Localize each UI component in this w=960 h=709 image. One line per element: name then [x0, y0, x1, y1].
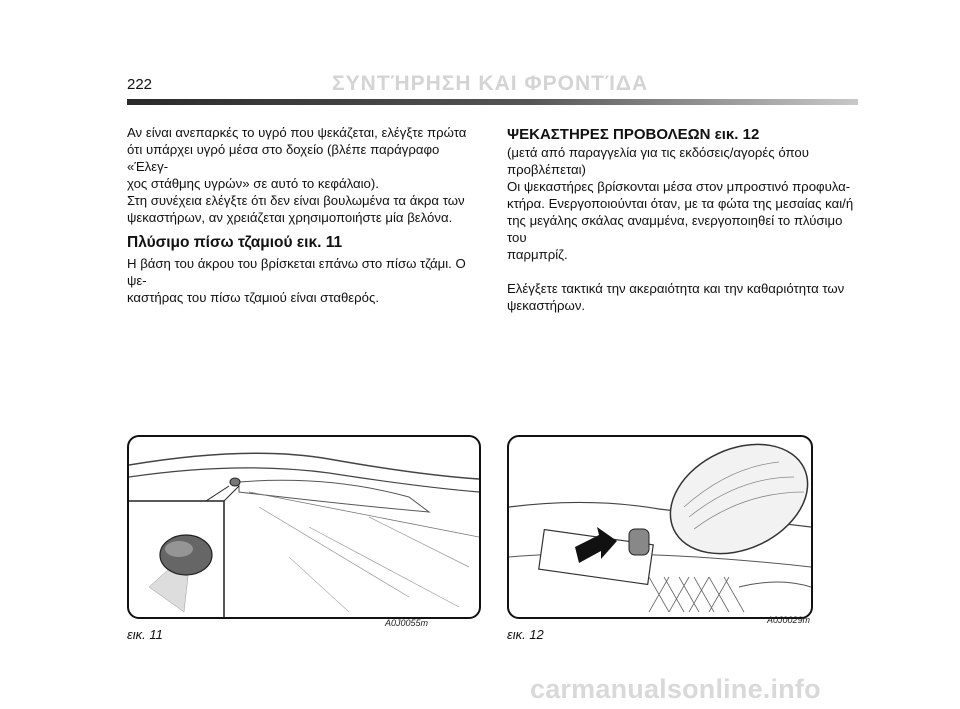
body-line: καστήρας του πίσω τζαμιού είναι σταθερός.	[127, 290, 380, 305]
body-line: ότι υπάρχει υγρό μέσα στο δοχείο (βλέπε παράγραφο «Έλεγ-	[127, 142, 440, 174]
washer-jet-icon	[629, 529, 649, 555]
body-line: Η βάση του άκρου του βρίσκεται επάνω στο πίσω τζάμι. Ο ψε-	[127, 256, 466, 288]
figure-caption: εικ. 11	[127, 627, 163, 642]
rear-window-illustration	[129, 437, 479, 617]
body-line: παρμπρίζ.	[507, 247, 568, 262]
page-number: 222	[127, 76, 153, 93]
figure-caption: εικ. 12	[507, 627, 544, 642]
body-line: Στη συνέχεια ελέγξτε ότι δεν είναι βουλωμένα τα άκρα των	[127, 193, 465, 208]
section-heading-rear-washer: Πλύσιμο πίσω τζαμιού εικ. 11	[127, 234, 343, 251]
figure-code: A0J0029m	[767, 615, 811, 625]
washer-nozzle-icon	[230, 478, 240, 486]
body-line: Αν είναι ανεπαρκές το υγρό που ψεκάζεται, ελέγξτε πρώτα	[127, 125, 467, 140]
header-rule	[127, 99, 858, 105]
watermark: carmanualsonline.info	[530, 674, 821, 704]
body-line: Οι ψεκαστήρες βρίσκονται μέσα στον μπροστινό προφυλα-	[507, 179, 851, 194]
figure-rear-window-washer	[127, 435, 481, 619]
headlamp-icon	[653, 437, 811, 575]
right-column	[507, 124, 859, 314]
left-column	[127, 124, 482, 306]
body-line: της μεγάλης σκάλας αναμμένα, ενεργοποιηθεί το πλύσιμο του	[507, 213, 843, 245]
body-line: κτήρα. Ενεργοποιούνται όταν, με τα φώτα της μεσαίας και/ή	[507, 196, 854, 211]
figure-code: A0J0055m	[385, 618, 429, 628]
front-bumper-illustration	[509, 437, 811, 617]
chapter-title: ΣΥΝΤΉΡΗΣΗ ΚΑΙ ΦΡΟΝΤΊΔΑ	[332, 72, 649, 95]
body-line: χος στάθμης υγρών» σε αυτό το κεφάλαιο).	[127, 176, 379, 191]
note-line: Ελέγξετε τακτικά την ακεραιότητα και την καθαριότητα των	[507, 281, 845, 296]
subheading-line: προβλέπεται)	[507, 162, 586, 177]
note-line: ψεκαστήρων.	[507, 298, 586, 313]
section-heading-headlamp-washers: ΨΕΚΑΣΤΗΡΕΣ ΠΡΟΒΟΛΕΩΝ εικ. 12	[507, 126, 760, 143]
subheading-line: (μετά από παραγγελία για τις εκδόσεις/αγορές όπου	[507, 145, 809, 160]
figure-headlamp-washers	[507, 435, 813, 619]
body-line: ψεκαστήρων, αν χρειάζεται χρησιμοποιήστε μία βελόνα.	[127, 210, 453, 225]
